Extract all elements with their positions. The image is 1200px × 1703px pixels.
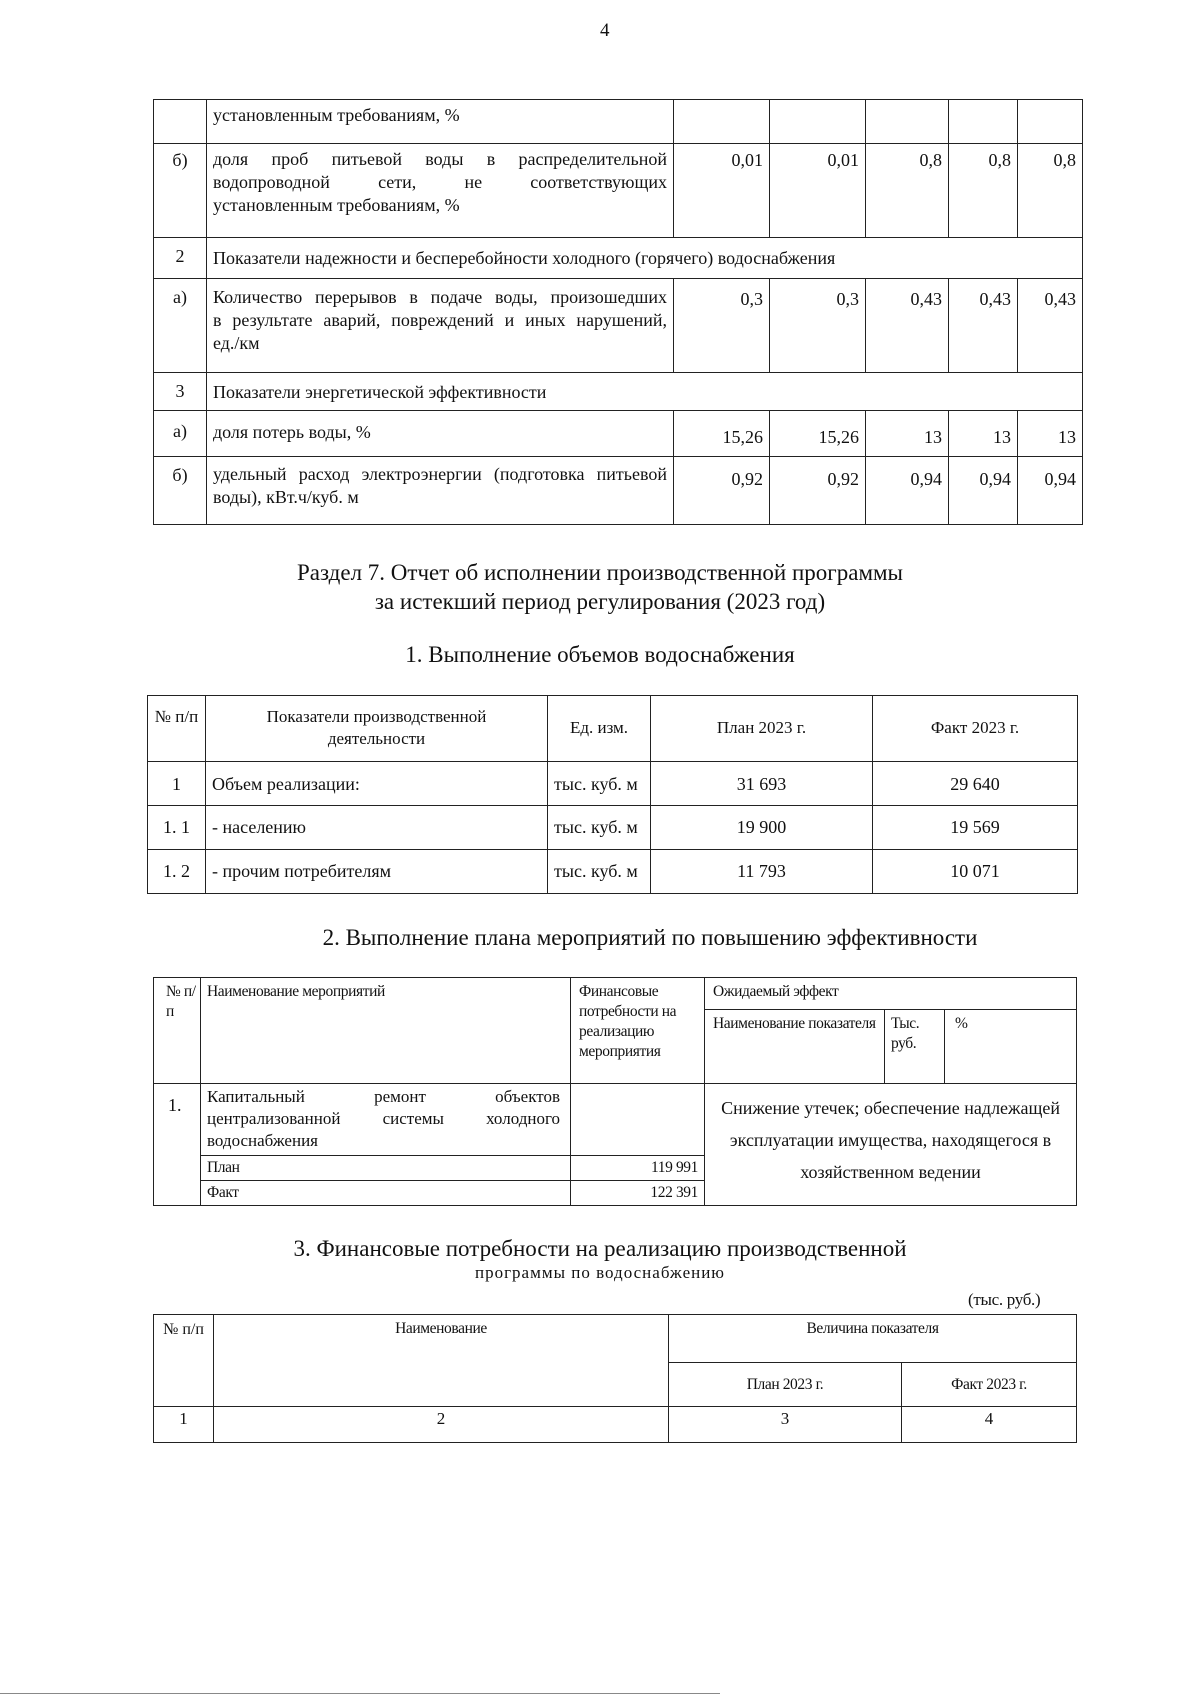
table-row — [154, 238, 1083, 279]
value-cell — [866, 100, 949, 144]
row-number: 1. — [154, 1084, 201, 1206]
table-row — [154, 100, 1083, 144]
value-cell: 0,3 — [770, 279, 866, 373]
water-supply-volume-table — [147, 695, 1078, 894]
effect-text: Снижение утечек; обеспечение надлежащей эксплуатации имущества, находящегося в хозяйственном ведении — [705, 1084, 1077, 1206]
row-plan: 11 793 — [651, 850, 873, 894]
table-row — [154, 373, 1083, 411]
page-number: 4 — [600, 20, 610, 41]
row-number: 1 — [148, 762, 206, 806]
value-cell: 0,94 — [949, 457, 1018, 525]
value-cell: 0,94 — [866, 457, 949, 525]
indicator-label: Количество перерывов в подаче воды, произошедших в результате аварий, повреждений и иных нарушений, ед./км — [207, 279, 674, 373]
header-name: Наименование — [214, 1315, 669, 1407]
table-header-row — [148, 696, 1078, 762]
indicators-table — [153, 99, 1083, 525]
header-fact: Факт 2023 г. — [902, 1363, 1077, 1407]
table-header-row — [154, 1315, 1077, 1363]
row-number: б) — [154, 144, 207, 238]
table-header-row — [154, 978, 1077, 1010]
section7-title-line1: Раздел 7. Отчет об исполнении производственной программы — [296, 560, 904, 585]
table-row — [148, 762, 1078, 806]
value-cell: 13 — [866, 411, 949, 457]
indicator-label: доля проб питьевой воды в распределительной водопроводной сети, не соответствующих установленным требованиям, % — [207, 144, 674, 238]
value-cell: 0,8 — [949, 144, 1018, 238]
header-plan: План 2023 г. — [651, 696, 873, 762]
value-cell: 0,43 — [866, 279, 949, 373]
header-num: № п/п — [148, 696, 206, 762]
value-cell: 13 — [949, 411, 1018, 457]
row-plan: 31 693 — [651, 762, 873, 806]
value-cell: 0,92 — [674, 457, 770, 525]
value-cell: 0,8 — [866, 144, 949, 238]
value-cell: 0,94 — [1018, 457, 1083, 525]
row-name: - населению — [206, 806, 548, 850]
header-num: № п/п — [154, 978, 201, 1084]
row-number: а) — [154, 411, 207, 457]
finance-cell — [571, 1084, 705, 1156]
section-heading: Показатели надежности и бесперебойности холодного (горячего) водоснабжения — [207, 238, 1083, 279]
column-number: 1 — [154, 1407, 214, 1443]
value-cell: 0,8 — [1018, 144, 1083, 238]
section7-title-line2: за истекший период регулирования (2023 год) — [374, 589, 826, 614]
row-plan: 19 900 — [651, 806, 873, 850]
table-row — [154, 1084, 1077, 1156]
row-fact: 19 569 — [873, 806, 1078, 850]
s3-unit: (тыс. руб.) — [968, 1290, 1041, 1309]
header-indicator: Показатели производственной деятельности — [206, 696, 548, 762]
column-number: 3 — [669, 1407, 902, 1443]
section-heading: Показатели энергетической эффективности — [207, 373, 1083, 411]
table-row — [154, 1407, 1077, 1443]
header-finance: Финансовые потребности на реализацию мероприятия — [571, 978, 705, 1084]
s1-title: 1. Выполнение объемов водоснабжения — [405, 642, 795, 667]
value-cell — [770, 100, 866, 144]
value-cell — [674, 100, 770, 144]
value-cell: 15,26 — [770, 411, 866, 457]
indicator-label: удельный расход электроэнергии (подготовка питьевой воды), кВт.ч/куб. м — [207, 457, 674, 525]
s3-title-line2: программы по водоснабжению — [474, 1263, 726, 1282]
plan-label: План — [201, 1156, 571, 1181]
financial-needs-table — [153, 1314, 1077, 1443]
measure-name: Капитальный ремонт объектов централизованной системы холодного водоснабжения — [201, 1084, 571, 1156]
plan-value: 119 991 — [571, 1156, 705, 1181]
header-effect-pct: % — [945, 1010, 1077, 1084]
row-fact: 29 640 — [873, 762, 1078, 806]
value-cell: 0,3 — [674, 279, 770, 373]
value-cell: 0,92 — [770, 457, 866, 525]
indicator-label: доля потерь воды, % — [207, 411, 674, 457]
column-number: 4 — [902, 1407, 1077, 1443]
table-row — [154, 144, 1083, 238]
fact-value: 122 391 — [571, 1181, 705, 1206]
value-cell: 0,43 — [1018, 279, 1083, 373]
efficiency-measures-table — [153, 977, 1077, 1206]
bottom-divider — [0, 1693, 720, 1694]
header-effect: Ожидаемый эффект — [705, 978, 1077, 1010]
header-plan: План 2023 г. — [669, 1363, 902, 1407]
header-unit: Ед. изм. — [548, 696, 651, 762]
header-num: № п/п — [154, 1315, 214, 1407]
value-cell — [1018, 100, 1083, 144]
row-unit: тыс. куб. м — [548, 850, 651, 894]
header-fact: Факт 2023 г. — [873, 696, 1078, 762]
fact-label: Факт — [201, 1181, 571, 1206]
value-cell: 0,01 — [770, 144, 866, 238]
row-number: 2 — [154, 238, 207, 279]
value-cell: 0,01 — [674, 144, 770, 238]
header-effect-name: Наименование показателя — [705, 1010, 885, 1084]
row-unit: тыс. куб. м — [548, 762, 651, 806]
table-row — [154, 279, 1083, 373]
row-name: Объем реализации: — [206, 762, 548, 806]
indicator-label: установленным требованиям, % — [207, 100, 674, 144]
table-row — [148, 806, 1078, 850]
value-cell: 15,26 — [674, 411, 770, 457]
column-number: 2 — [214, 1407, 669, 1443]
row-number: б) — [154, 457, 207, 525]
table-row — [154, 411, 1083, 457]
row-number: 1. 2 — [148, 850, 206, 894]
header-effect-rub: Тыс. руб. — [885, 1010, 945, 1084]
value-cell: 13 — [1018, 411, 1083, 457]
row-fact: 10 071 — [873, 850, 1078, 894]
row-unit: тыс. куб. м — [548, 806, 651, 850]
row-number: 1. 1 — [148, 806, 206, 850]
row-number: а) — [154, 279, 207, 373]
table-row — [148, 850, 1078, 894]
header-value: Величина показателя — [669, 1315, 1077, 1363]
value-cell — [949, 100, 1018, 144]
s3-title-line1: 3. Финансовые потребности на реализацию производственной — [293, 1236, 907, 1261]
header-name: Наименование мероприятий — [201, 978, 571, 1084]
s2-title: 2. Выполнение плана мероприятий по повышению эффективности — [322, 925, 978, 950]
table-row — [154, 457, 1083, 525]
row-number — [154, 100, 207, 144]
row-number: 3 — [154, 373, 207, 411]
row-name: - прочим потребителям — [206, 850, 548, 894]
value-cell: 0,43 — [949, 279, 1018, 373]
